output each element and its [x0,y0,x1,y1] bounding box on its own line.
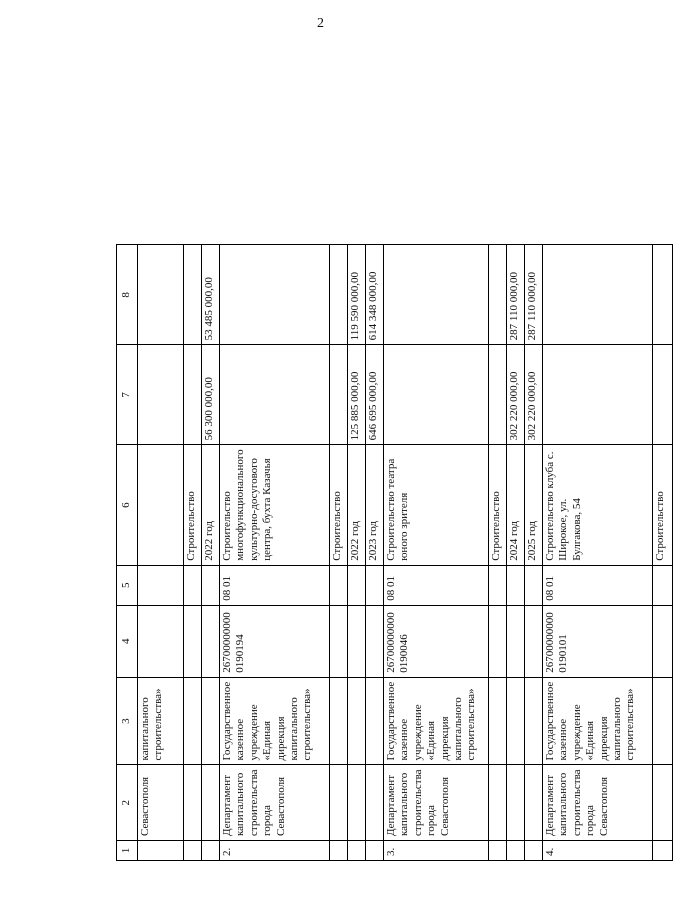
table-row [202,245,220,861]
department-cell: Севастополя [138,765,184,841]
amount-col8: 119 590 000,00 [348,245,366,345]
item-number: 3. [384,841,489,861]
col-number-1: 1 [117,841,138,861]
amount-col7: 646 695 000,00 [366,345,384,445]
table-row [220,245,330,861]
amount-col8: 53 485 000,00 [202,245,220,345]
code-cell: 26700000000 0190101 [543,605,653,677]
stage-cell: Строительство [184,445,202,565]
institution-cell: Государственное казенное учреждение «Единая дирекция капитального строительства» [543,677,653,765]
col-number-2: 2 [117,765,138,841]
section-cell: 08 01 [384,565,489,605]
col-number-5: 5 [117,565,138,605]
year-cell: 2024 год [507,445,525,565]
stage-cell: Строительство [489,445,507,565]
amount-col7: 302 220 000,00 [507,345,525,445]
object-cell: Строительство театра юного зрителя [384,445,489,565]
col-number-6: 6 [117,445,138,565]
section-cell: 08 01 [220,565,330,605]
code-cell: 26700000000 0190046 [384,605,489,677]
department-cell: Департамент капитального строительства города Севастополя [220,765,330,841]
section-cell: 08 01 [543,565,653,605]
col-number-7: 7 [117,345,138,445]
budget-table [116,244,673,861]
stage-cell: Строительство [653,445,673,565]
amount-col7: 56 300 000,00 [202,345,220,445]
table-row [543,245,653,861]
page-number: 2 [317,16,324,31]
year-cell: 2023 год [366,445,384,565]
department-cell: Департамент капитального строительства города Севастополя [543,765,653,841]
col-number-4: 4 [117,605,138,677]
table-row [489,245,507,861]
institution-cell: Государственное казенное учреждение «Единая дирекция капитального строительства» [384,677,489,765]
table-row [384,245,489,861]
table-row [184,245,202,861]
table-row [348,245,366,861]
item-number: 2. [220,841,330,861]
amount-col7: 125 885 000,00 [348,345,366,445]
department-cell: Департамент капитального строительства города Севастополя [384,765,489,841]
table-row [138,245,184,861]
institution-cell: Государственное казенное учреждение «Единая дирекция капитального строительства» [220,677,330,765]
code-cell: 26700000000 0190194 [220,605,330,677]
table-row [525,245,543,861]
year-cell: 2022 год [202,445,220,565]
table-row [653,245,673,861]
object-cell: Строительство клуба с. Широкое, ул. Булгакова, 54 [543,445,653,565]
year-cell: 2022 год [348,445,366,565]
amount-col8: 287 110 000,00 [507,245,525,345]
col-number-8: 8 [117,245,138,345]
amount-col8: 287 110 000,00 [525,245,543,345]
table-row [330,245,348,861]
table-row [366,245,384,861]
col-number-3: 3 [117,677,138,765]
object-cell: Строительство многофункционального культурно-досугового центра, бухта Казачья [220,445,330,565]
institution-cell: капитального строительства» [138,677,184,765]
amount-col7: 302 220 000,00 [525,345,543,445]
stage-cell: Строительство [330,445,348,565]
year-cell: 2025 год [525,445,543,565]
table-row [507,245,525,861]
amount-col8: 614 348 000,00 [366,245,384,345]
column-number-row [117,245,138,861]
item-number: 4. [543,841,653,861]
